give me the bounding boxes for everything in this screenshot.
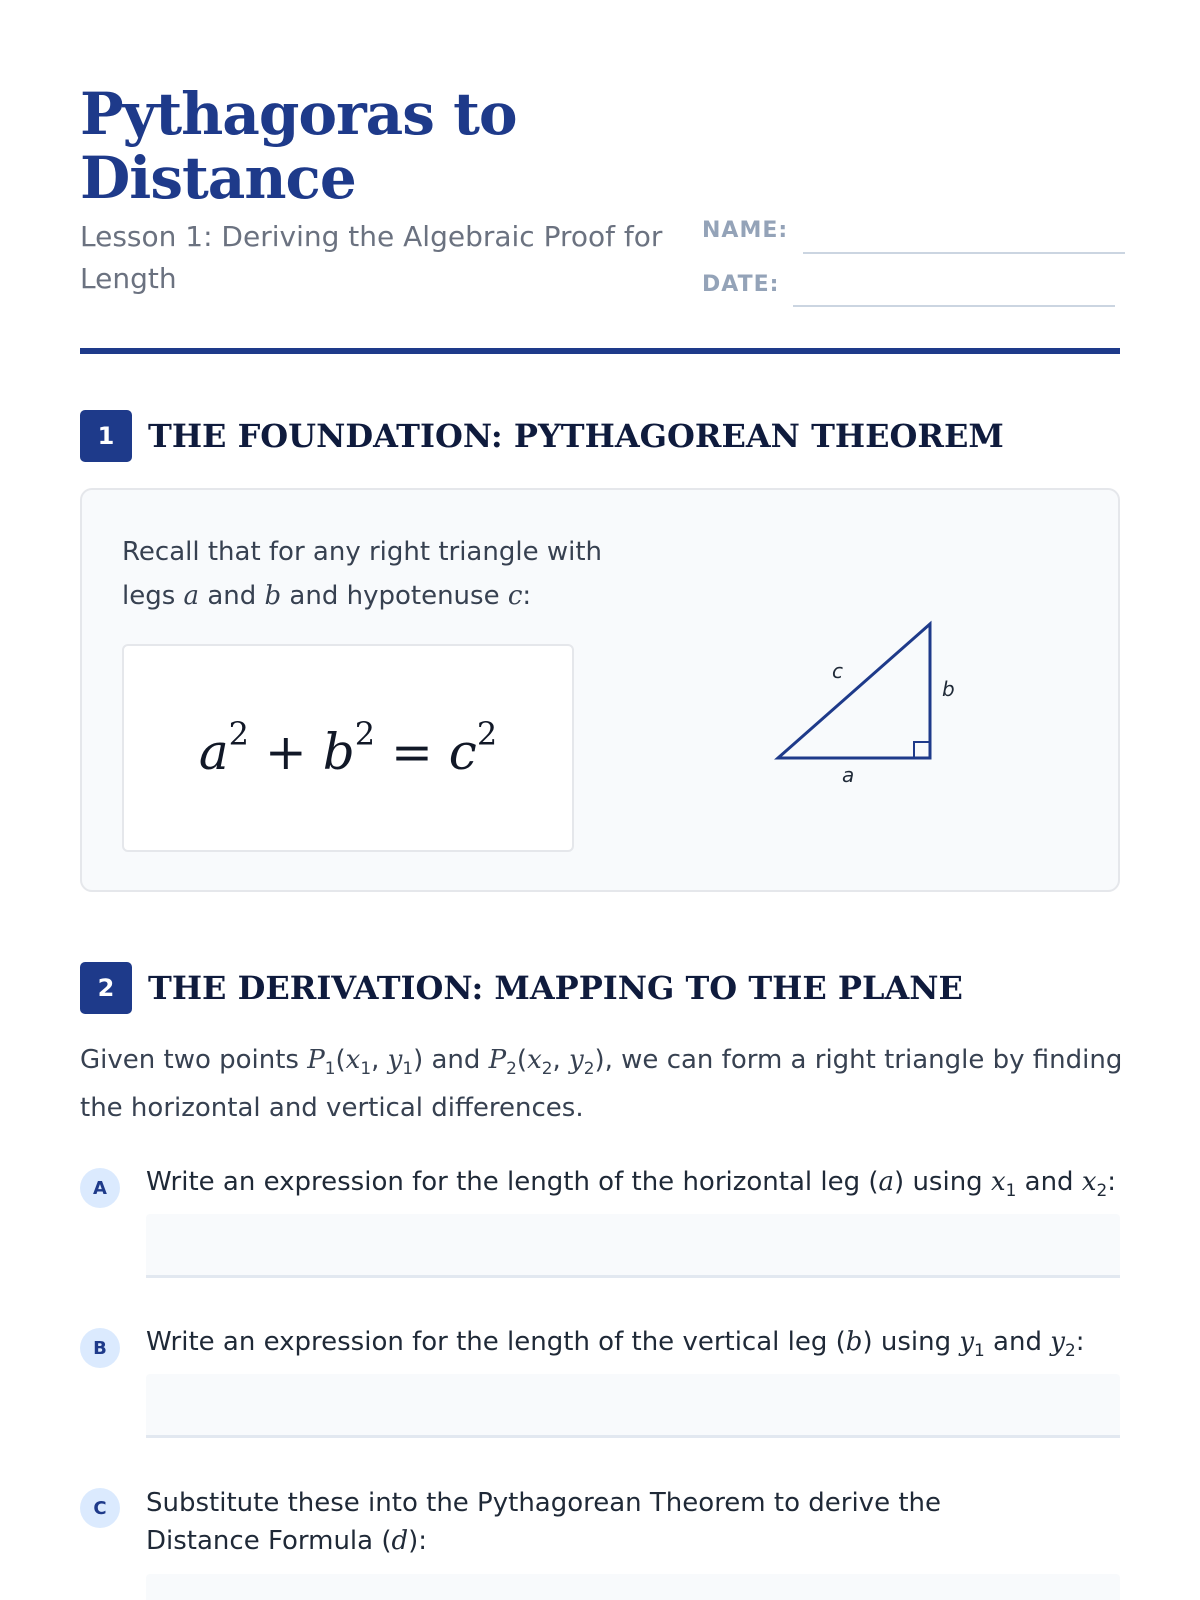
qb-part-2: ) using [862, 1327, 960, 1357]
title-line-2: Distance [80, 144, 356, 212]
p1-symbol: P [307, 1045, 325, 1075]
p2-symbol: P [488, 1045, 507, 1075]
header-divider [80, 348, 1120, 354]
p2-x-sub: 2 [541, 1058, 553, 1079]
formula-b: b [322, 723, 355, 781]
p2-subscript: 2 [506, 1058, 517, 1079]
formula-exp-c: 2 [476, 715, 498, 753]
question-b-badge: B [80, 1328, 120, 1368]
formula-c: c [448, 723, 477, 781]
section-1-badge: 1 [80, 410, 132, 462]
var-b: b [264, 581, 282, 611]
qc-part-2: ): [408, 1526, 428, 1556]
name-field[interactable] [803, 252, 1125, 254]
answer-b-input[interactable] [146, 1374, 1120, 1438]
intro-part-1: Given two points [80, 1045, 308, 1075]
question-c-text [146, 1484, 1046, 1560]
date-label: DATE: [702, 272, 780, 297]
p2-x: x [527, 1045, 542, 1075]
page-title [80, 82, 517, 210]
recall-part-2: and [199, 581, 265, 611]
question-a-text [146, 1162, 1126, 1210]
var-a: a [183, 581, 200, 611]
answer-c-input[interactable] [146, 1574, 1120, 1600]
qb-s1: 1 [974, 1340, 985, 1361]
question-b-text [146, 1322, 1126, 1370]
qb-s2: 2 [1064, 1340, 1076, 1361]
qa-s1: 1 [1005, 1180, 1017, 1201]
qb-part-4: : [1075, 1327, 1085, 1357]
qa-s2: 2 [1096, 1180, 1108, 1201]
qb-part-3: and [984, 1327, 1051, 1357]
qa-v2: x [1081, 1167, 1097, 1197]
p1-y-sub: 1 [402, 1058, 414, 1079]
p2-y: y [569, 1045, 584, 1075]
lesson-subtitle: Lesson 1: Deriving the Algebraic Proof for Length [80, 220, 663, 295]
answer-a-input[interactable] [146, 1214, 1120, 1278]
qb-part-1: Write an expression for the length of the vertical leg ( [146, 1327, 846, 1357]
question-a-badge: A [80, 1168, 120, 1208]
right-angle-marker [914, 742, 930, 758]
qb-v1: y [959, 1327, 975, 1357]
right-triangle-diagram [760, 610, 960, 790]
var-c: c [507, 581, 523, 611]
qc-part-1: Substitute these into the Pythagorean Theorem to derive the Distance Formula ( [146, 1488, 941, 1556]
recall-part-3: and hypotenuse [281, 581, 508, 611]
title-line-1: Pythagoras to [80, 80, 517, 148]
qa-part-1: Write an expression for the length of the horizontal leg ( [146, 1167, 879, 1197]
qa-part-2: ) using [894, 1167, 991, 1197]
recall-part-4: : [522, 581, 532, 611]
p1-x-sub: 1 [360, 1058, 372, 1079]
intro-part-3: , we can form a right triangle by finding the horizontal and vertical differences. [80, 1045, 1123, 1124]
formula-box [122, 644, 574, 852]
qb-v2: y [1050, 1327, 1065, 1357]
qb-var: b [845, 1327, 863, 1357]
recall-part-1: Recall that for any right triangle with legs [122, 537, 602, 611]
qc-var: d [391, 1526, 409, 1556]
name-label: NAME: [702, 218, 789, 243]
triangle-label-a: a [842, 763, 855, 787]
qa-part-4: : [1107, 1167, 1117, 1197]
formula-plus: + [264, 723, 307, 781]
triangle-outline [778, 624, 930, 758]
qa-var: a [878, 1167, 895, 1197]
date-field[interactable] [793, 305, 1115, 307]
triangle-label-c: c [832, 659, 843, 683]
section-2-title: THE DERIVATION: MAPPING TO THE PLANE [148, 969, 963, 1007]
qa-v1: x [990, 1167, 1006, 1197]
section-2-badge: 2 [80, 962, 132, 1014]
pythagorean-formula [199, 715, 497, 781]
p1-subscript: 1 [324, 1058, 336, 1079]
section-2-intro: Given two points $P_1(x_1$, $y_1$) and $P_2(x_2$, $y_2$), we can form a right triangle by finding the horizontal and vertical differences. [80, 1045, 1123, 1124]
formula-equals: = [390, 723, 433, 781]
triangle-label-b: b [942, 677, 955, 701]
formula-exp-b: 2 [354, 715, 376, 753]
p1-y: y [387, 1045, 403, 1075]
qa-part-3: and [1016, 1167, 1082, 1197]
p1-x: x [345, 1045, 361, 1075]
p2-y-sub: 2 [583, 1058, 595, 1079]
section-1-title: THE FOUNDATION: PYTHAGOREAN THEOREM [148, 417, 1004, 455]
formula-exp-a: 2 [228, 715, 249, 753]
question-c-badge: C [80, 1488, 120, 1528]
formula-a: a [198, 723, 229, 781]
recall-text [122, 530, 602, 618]
intro-part-2: and [423, 1045, 489, 1075]
